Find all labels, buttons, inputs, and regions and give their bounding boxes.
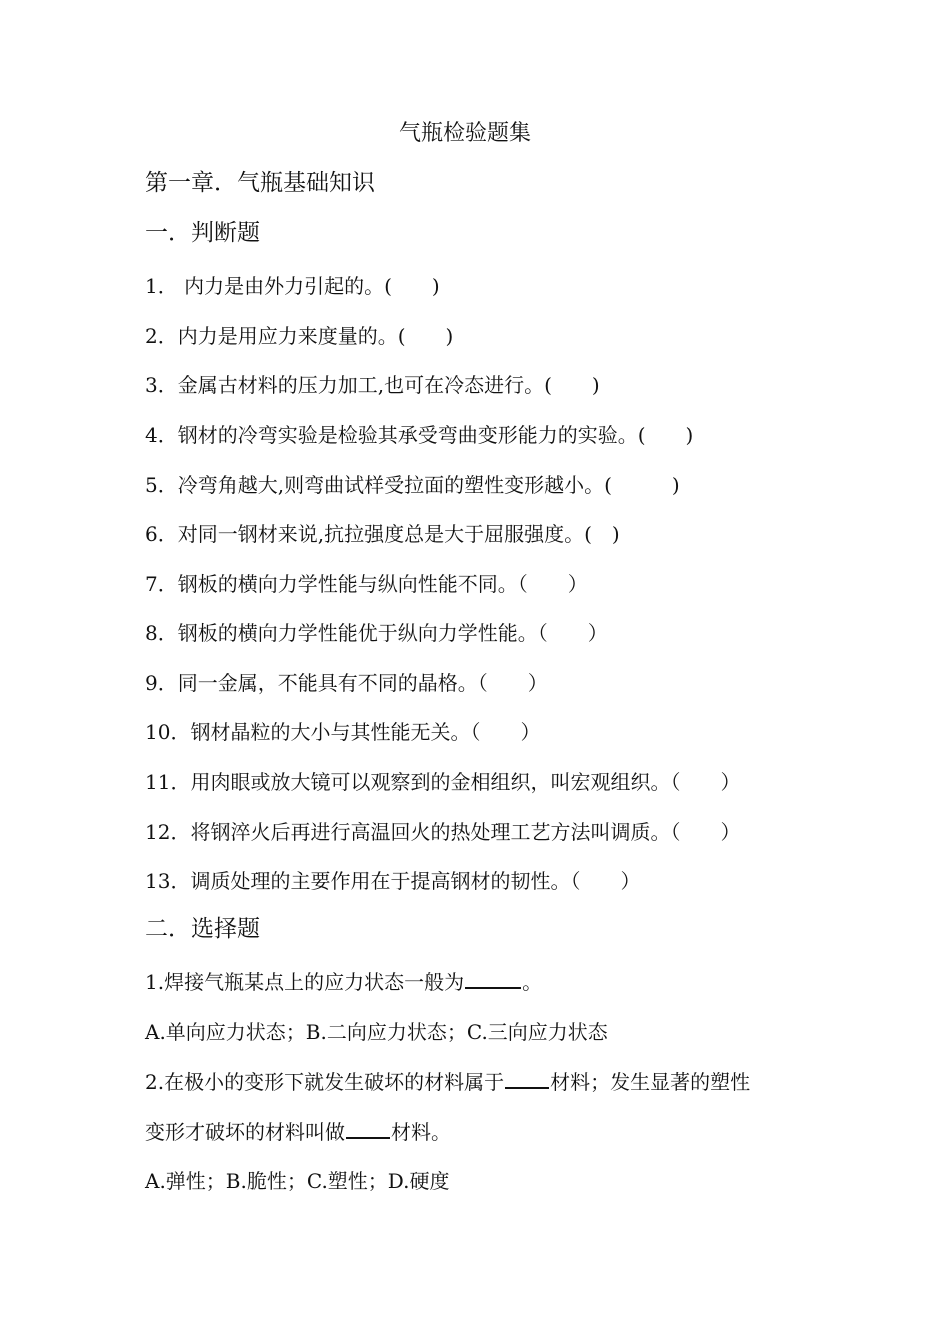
question-item: 2．内力是用应力来度量的。( ) [145, 324, 454, 348]
question-item: 9．同一金属，不能具有不同的晶格。（ ） [145, 671, 548, 695]
question-text: 材料。 [391, 1120, 451, 1144]
question-item: 3．金属古材料的压力加工,也可在冷态进行。( ) [145, 373, 600, 397]
question-item: 5．冷弯角越大,则弯曲试样受拉面的塑性变形越小。( ) [145, 473, 680, 497]
question-item: 10．钢材晶粒的大小与其性能无关。（ ） [145, 720, 541, 744]
choice-options-1: A.单向应力状态；B.二向应力状态；C.三向应力状态 [145, 1020, 608, 1044]
document-title: 气瓶检验题集 [398, 121, 531, 146]
question-text: 变形才破坏的材料叫做 [145, 1120, 345, 1144]
answer-blank [346, 1117, 390, 1139]
question-item: 12．将钢淬火后再进行高温回火的热处理工艺方法叫调质。（ ） [145, 820, 741, 844]
answer-blank [505, 1067, 549, 1089]
choice-question-2-line-1 [145, 1067, 750, 1097]
question-text: 2.在极小的变形下就发生破坏的材料属于 [145, 1070, 505, 1094]
choice-options-2: A.弹性；B.脆性；C.塑性；D.硬度 [145, 1169, 450, 1193]
question-item: 8．钢板的横向力学性能优于纵向力学性能。（ ） [145, 621, 608, 645]
question-item: 11．用肉眼或放大镜可以观察到的金相组织，叫宏观组织。（ ） [145, 770, 741, 794]
choice-question-1 [145, 967, 542, 997]
question-item: 7．钢板的横向力学性能与纵向性能不同。（ ） [145, 572, 588, 596]
question-text: 材料；发生显著的塑性 [550, 1070, 751, 1094]
section-heading-true-false: 一．判断题 [145, 220, 260, 246]
answer-blank [465, 967, 521, 989]
question-item: 13．调质处理的主要作用在于提高钢材的韧性。（ ） [145, 869, 641, 893]
question-item: 6．对同一钢材来说,抗拉强度总是大于屈服强度。( ) [145, 522, 620, 546]
question-text: 。 [522, 970, 543, 994]
question-item: 1． 内力是由外力引起的。( ) [145, 274, 440, 298]
chapter-heading: 第一章．气瓶基础知识 [145, 170, 375, 196]
question-text: 1.焊接气瓶某点上的应力状态一般为 [145, 970, 465, 994]
question-item: 4．钢材的冷弯实验是检验其承受弯曲变形能力的实验。( ) [145, 423, 694, 447]
section-heading-multiple-choice: 二．选择题 [145, 916, 260, 942]
choice-question-2-line-2 [145, 1117, 451, 1147]
